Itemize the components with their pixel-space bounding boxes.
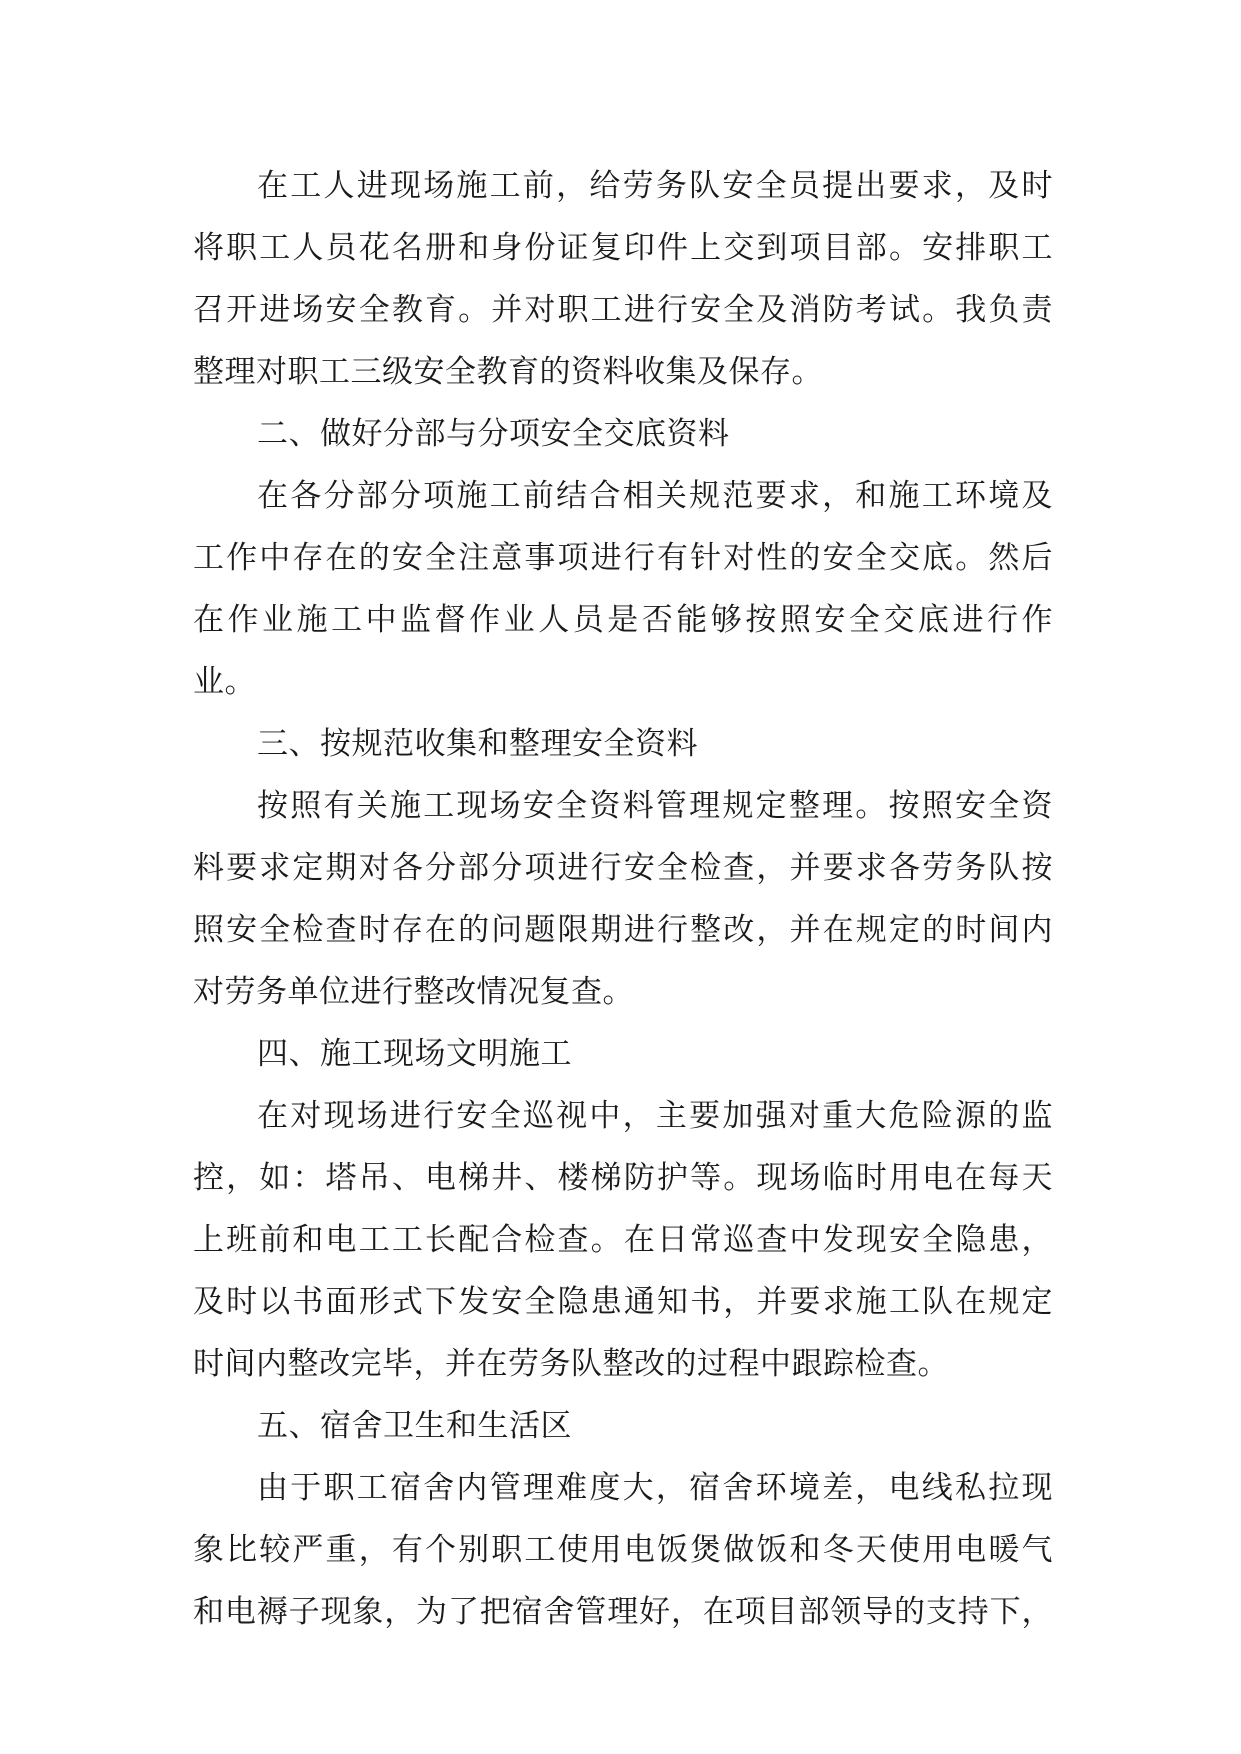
text-line: 在工人进现场施工前，给劳务队安全员提出要求，及时 (257, 168, 1053, 204)
text-line: 二、做好分部与分项安全交底资料 (257, 416, 730, 452)
text-line: 五、宿舍卫生和生活区 (257, 1408, 572, 1444)
text-line: 在各分部分项施工前结合相关规范要求，和施工环境及 (257, 478, 1053, 514)
text-line: 及时以书面形式下发安全隐患通知书，并要求施工队在规定 (193, 1284, 1053, 1320)
text-line: 在作业施工中监督作业人员是否能够按照安全交底进行作 (193, 602, 1053, 638)
document-body (193, 155, 1053, 1643)
text-line: 照安全检查时存在的问题限期进行整改，并在规定的时间内 (193, 912, 1053, 948)
text-line: 和电褥子现象，为了把宿舍管理好，在项目部领导的支持下， (193, 1594, 1053, 1630)
text-line: 象比较严重，有个别职工使用电饭煲做饭和冬天使用电暖气 (193, 1532, 1053, 1568)
text-line: 召开进场安全教育。并对职工进行安全及消防考试。我负责 (193, 292, 1053, 328)
text-line: 上班前和电工工长配合检查。在日常巡查中发现安全隐患， (193, 1222, 1053, 1258)
text-line: 在对现场进行安全巡视中，主要加强对重大危险源的监 (257, 1098, 1053, 1134)
text-line: 对劳务单位进行整改情况复查。 (193, 974, 634, 1010)
text-line: 按照有关施工现场安全资料管理规定整理。按照安全资 (257, 788, 1053, 824)
text-line: 将职工人员花名册和身份证复印件上交到项目部。安排职工 (193, 230, 1053, 266)
text-line: 时间内整改完毕，并在劳务队整改的过程中跟踪检查。 (193, 1346, 949, 1382)
text-line: 料要求定期对各分部分项进行安全检查，并要求各劳务队按 (193, 850, 1053, 886)
text-line: 控，如：塔吊、电梯井、楼梯防护等。现场临时用电在每天 (193, 1160, 1053, 1196)
text-line: 由于职工宿舍内管理难度大，宿舍环境差，电线私拉现 (257, 1470, 1053, 1506)
text-line: 整理对职工三级安全教育的资料收集及保存。 (193, 354, 823, 390)
text-line: 工作中存在的安全注意事项进行有针对性的安全交底。然后 (193, 540, 1053, 576)
text-line: 三、按规范收集和整理安全资料 (257, 726, 698, 762)
text-line: 业。 (193, 664, 256, 700)
text-line: 四、施工现场文明施工 (257, 1036, 572, 1072)
